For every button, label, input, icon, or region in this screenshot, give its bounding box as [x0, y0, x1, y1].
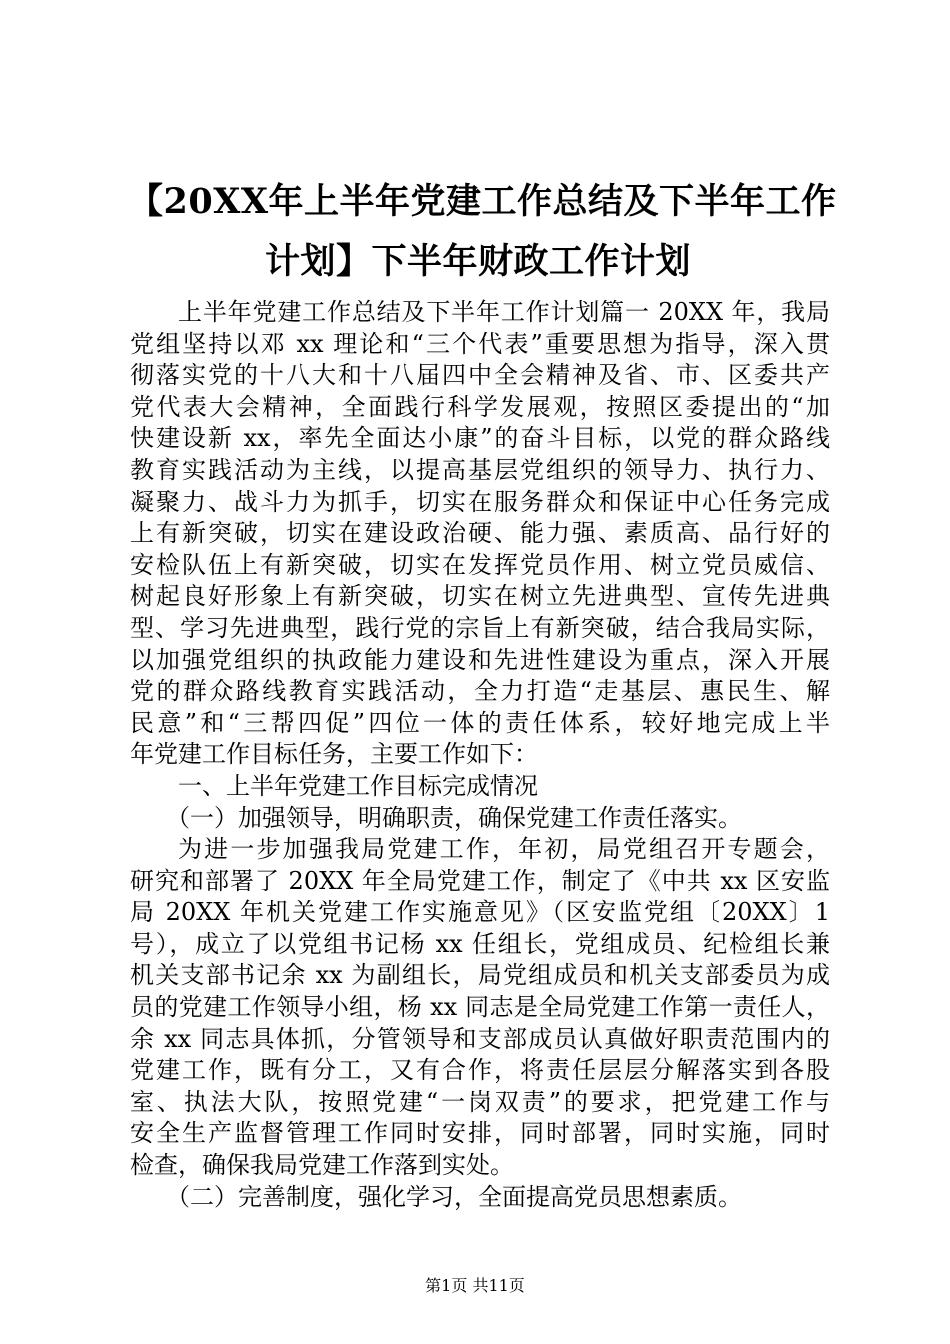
document-body — [130, 297, 830, 1213]
body-line: 检查，确保我局党建工作落到实处。 — [130, 1151, 514, 1180]
body-line: 树起良好形象上有新突破，切实在树立先进典型、宣传先进典 — [130, 582, 830, 611]
body-line: 上半年党建工作总结及下半年工作计划篇一 20XX 年，我局 — [178, 298, 830, 326]
body-line: 安检队伍上有新突破，切实在发挥党员作用、树立党员威信、 — [130, 550, 830, 579]
body-line: 局 20XX 年机关党建工作实施意见》（区安监党组〔20XX〕1 — [130, 898, 830, 927]
body-line: 号），成立了以党组书记杨 xx 任组长，党组成员、纪检组长兼 — [130, 929, 830, 958]
body-line: 凝聚力、战斗力为抓手，切实在服务群众和保证中心任务完成 — [130, 487, 830, 516]
body-line: 机关支部书记余 xx 为副组长，局党组成员和机关支部委员为成 — [130, 961, 830, 990]
subsection-heading: （二）完善制度，强化学习，全面提高党员思想素质。 — [166, 1182, 742, 1211]
body-line: 快建设新 xx，率先全面达小康”的奋斗目标，以党的群众路线 — [130, 424, 830, 453]
body-line: 党代表大会精神，全面践行科学发展观，按照区委提出的“加 — [130, 392, 830, 421]
body-line: 年党建工作目标任务，主要工作如下： — [130, 740, 538, 769]
body-line: 研究和部署了 20XX 年全局党建工作，制定了《中共 xx 区安监 — [130, 866, 830, 895]
body-line: 室、执法大队，按照党建“一岗双责”的要求，把党建工作与 — [130, 1087, 830, 1116]
subsection-heading: （一）加强领导，明确职责，确保党建工作责任落实。 — [166, 803, 742, 832]
body-line: 为进一步加强我局党建工作，年初，局党组召开专题会， — [178, 835, 830, 864]
body-line: 党的群众路线教育实践活动，全力打造“走基层、惠民生、解 — [130, 677, 830, 706]
body-line: 型、学习先进典型，践行党的宗旨上有新突破，结合我局实际， — [130, 613, 830, 642]
body-line: 彻落实党的十八大和十八届四中全会精神及省、市、区委共产 — [130, 361, 830, 390]
body-line: 上有新突破，切实在建设政治硬、能力强、素质高、品行好的 — [130, 519, 830, 548]
body-line: 党建工作，既有分工，又有合作，将责任层层分解落实到各股 — [130, 1056, 830, 1085]
section-heading: 一、上半年党建工作目标完成情况 — [178, 771, 538, 800]
title-line-1: 【20XX年上半年党建工作总结及下半年工作 — [128, 181, 837, 222]
body-line: 以加强党组织的执政能力建设和先进性建设为重点，深入开展 — [130, 645, 830, 674]
page-footer: 第1页 共11页 — [425, 1276, 525, 1295]
body-line: 员的党建工作领导小组，杨 xx 同志是全局党建工作第一责任人， — [130, 993, 830, 1022]
body-line: 党组坚持以邓 xx 理论和“三个代表”重要思想为指导，深入贯 — [130, 329, 830, 358]
body-line: 余 xx 同志具体抓，分管领导和支部成员认真做好职责范围内的 — [130, 1024, 830, 1053]
title-line-2: 计划】下半年财政工作计划 — [264, 241, 691, 282]
document-title — [128, 172, 837, 292]
body-line: 民意”和“三帮四促”四位一体的责任体系，较好地完成上半 — [130, 708, 830, 737]
body-line: 安全生产监督管理工作同时安排，同时部署，同时实施，同时 — [130, 1119, 830, 1148]
body-line: 教育实践活动为主线，以提高基层党组织的领导力、执行力、 — [130, 455, 830, 484]
